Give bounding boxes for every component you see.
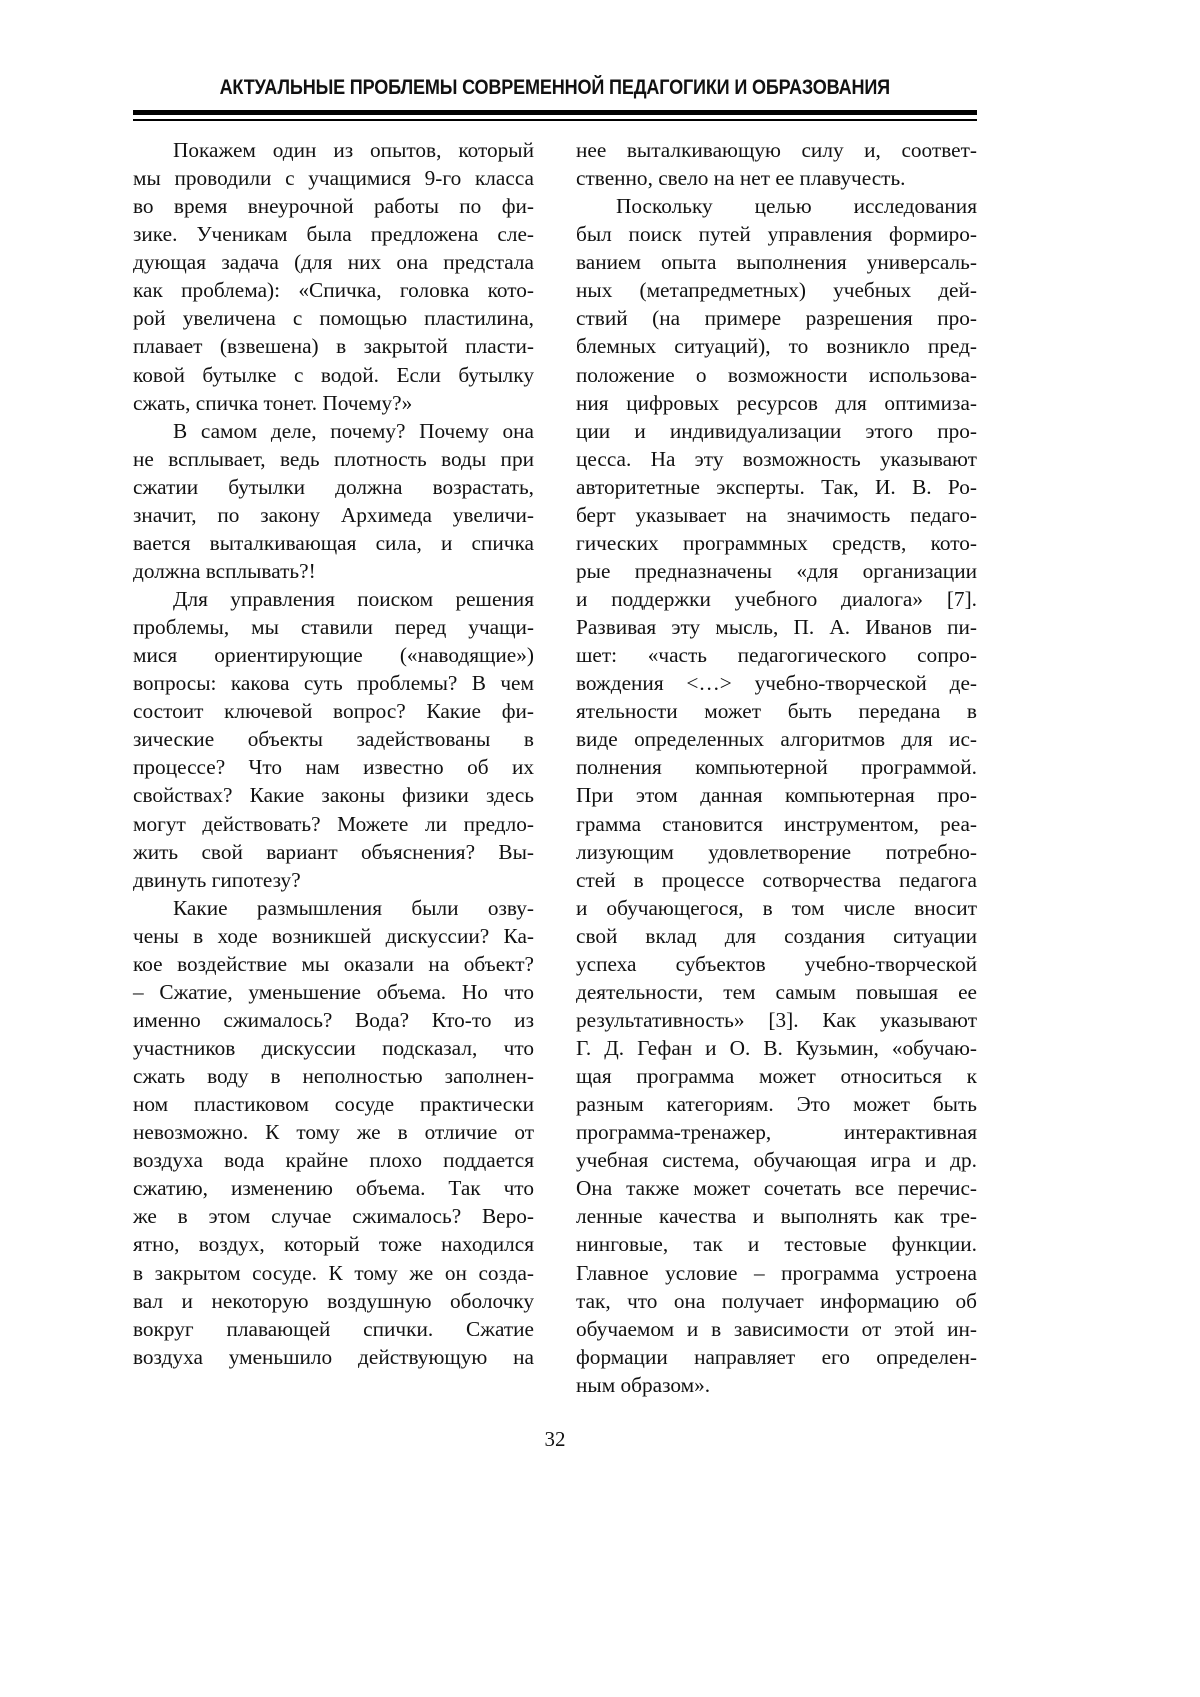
text-line: значит, по закону Архимеда увеличи- <box>133 501 534 529</box>
page-number: 32 <box>0 1427 1110 1452</box>
text-line: ятельности может быть передана в <box>576 697 977 725</box>
text-line: дующая задача (для них она предстала <box>133 248 534 276</box>
text-line: Развивая эту мысль, П. А. Иванов пи- <box>576 613 977 641</box>
text-line: именно сжималось? Вода? Кто-то из <box>133 1006 534 1034</box>
text-line: двинуть гипотезу? <box>133 866 534 894</box>
text-line: блемных ситуаций), то возникло пред- <box>576 332 977 360</box>
text-line: стей в процессе сотворчества педагога <box>576 866 977 894</box>
text-line: ных (метапредметных) учебных дей- <box>576 276 977 304</box>
text-line: сжать воду в неполностью заполнен- <box>133 1062 534 1090</box>
text-line: грамма становится инструментом, реа- <box>576 810 977 838</box>
text-line: гических программных средств, кото- <box>576 529 977 557</box>
right-column <box>576 136 977 1399</box>
text-line: сжать, спичка тонет. Почему?» <box>133 389 534 417</box>
text-line: нее выталкивающую силу и, соответ- <box>576 136 977 164</box>
text-line: жить свой вариант объяснения? Вы- <box>133 838 534 866</box>
text-line: сжатии бутылки должна возрастать, <box>133 473 534 501</box>
text-line: лизующим удовлетворение потребно- <box>576 838 977 866</box>
text-line: свой вклад для создания ситуации <box>576 922 977 950</box>
text-line: не всплывает, ведь плотность воды при <box>133 445 534 473</box>
text-line: ственно, свело на нет ее плавучесть. <box>576 164 977 192</box>
text-line: был поиск путей управления формиро- <box>576 220 977 248</box>
text-line: формации направляет его определен- <box>576 1343 977 1371</box>
text-line: разным категориям. Это может быть <box>576 1090 977 1118</box>
text-line: чены в ходе возникшей дискуссии? Ка- <box>133 922 534 950</box>
text-line: Покажем один из опытов, который <box>133 136 534 164</box>
text-line: Г. Д. Гефан и О. В. Кузьмин, «обучаю- <box>576 1034 977 1062</box>
text-line: кое воздействие мы оказали на объект? <box>133 950 534 978</box>
text-line: деятельности, тем самым повышая ее <box>576 978 977 1006</box>
text-line: состоит ключевой вопрос? Какие фи- <box>133 697 534 725</box>
text-line: результативность» [3]. Как указывают <box>576 1006 977 1034</box>
running-header-title: АКТУАЛЬНЫЕ ПРОБЛЕМЫ СОВРЕМЕННОЙ ПЕДАГОГИКИ И ОБРАЗОВАНИЯ <box>220 76 890 100</box>
text-line: вокруг плавающей спички. Сжатие <box>133 1315 534 1343</box>
left-column <box>133 136 534 1371</box>
text-line: учебная система, обучающая игра и др. <box>576 1146 977 1174</box>
text-line: вал и некоторую воздушную оболочку <box>133 1287 534 1315</box>
text-line: мися ориентирующие («наводящие») <box>133 641 534 669</box>
header-rule-thin <box>133 119 977 121</box>
text-line: зические объекты задействованы в <box>133 725 534 753</box>
text-line: ном пластиковом сосуде практически <box>133 1090 534 1118</box>
text-line: авторитетные эксперты. Так, И. В. Ро- <box>576 473 977 501</box>
text-line: так, что она получает информацию об <box>576 1287 977 1315</box>
text-line: проблемы, мы ставили перед учащи- <box>133 613 534 641</box>
text-line: зике. Ученикам была предложена сле- <box>133 220 534 248</box>
paragraph <box>133 894 534 1371</box>
text-line: берт указывает на значимость педаго- <box>576 501 977 529</box>
text-line: успеха субъектов учебно-творческой <box>576 950 977 978</box>
text-line: программа-тренажер, интерактивная <box>576 1118 977 1146</box>
text-line: невозможно. К тому же в отличие от <box>133 1118 534 1146</box>
text-line: положение о возможности использова- <box>576 361 977 389</box>
text-line: При этом данная компьютерная про- <box>576 781 977 809</box>
header-rule-thick <box>133 110 977 115</box>
text-line: Главное условие – программа устроена <box>576 1259 977 1287</box>
text-line: мы проводили с учащимися 9-го класса <box>133 164 534 192</box>
text-line: процессе? Что нам известно об их <box>133 753 534 781</box>
text-line: В самом деле, почему? Почему она <box>133 417 534 445</box>
text-line: во время внеурочной работы по фи- <box>133 192 534 220</box>
text-line: воздуха вода крайне плохо поддается <box>133 1146 534 1174</box>
text-line: сжатию, изменению объема. Так что <box>133 1174 534 1202</box>
text-line: щая программа может относиться к <box>576 1062 977 1090</box>
text-line: ленные качества и выполнять как тре- <box>576 1202 977 1230</box>
text-line: в закрытом сосуде. К тому же он созда- <box>133 1259 534 1287</box>
text-line: цесса. На эту возможность указывают <box>576 445 977 473</box>
text-line: рые предназначены «для организации <box>576 557 977 585</box>
text-line: рой увеличена с помощью пластилина, <box>133 304 534 332</box>
text-line: полнения компьютерной программой. <box>576 753 977 781</box>
text-line: воздуха уменьшило действующую на <box>133 1343 534 1371</box>
text-line: и поддержки учебного диалога» [7]. <box>576 585 977 613</box>
text-line: Поскольку целью исследования <box>576 192 977 220</box>
text-line: вается выталкивающая сила, и спичка <box>133 529 534 557</box>
text-line: же в этом случае сжималось? Веро- <box>133 1202 534 1230</box>
text-line: должна всплывать?! <box>133 557 534 585</box>
paragraph <box>576 192 977 1399</box>
text-line: свойствах? Какие законы физики здесь <box>133 781 534 809</box>
text-line: нинговые, так и тестовые функции. <box>576 1230 977 1258</box>
text-line: ванием опыта выполнения универсаль- <box>576 248 977 276</box>
text-line: ствий (на примере разрешения про- <box>576 304 977 332</box>
text-line: ным образом». <box>576 1371 977 1399</box>
paragraph <box>133 136 534 417</box>
text-line: ции и индивидуализации этого про- <box>576 417 977 445</box>
paragraph <box>133 585 534 894</box>
text-line: обучаемом и в зависимости от этой ин- <box>576 1315 977 1343</box>
text-line: Для управления поиском решения <box>133 585 534 613</box>
text-line: и обучающегося, в том числе вносит <box>576 894 977 922</box>
paragraph <box>133 417 534 585</box>
running-header <box>133 76 977 100</box>
text-line: виде определенных алгоритмов для ис- <box>576 725 977 753</box>
text-line: ятно, воздух, который тоже находился <box>133 1230 534 1258</box>
text-line: – Сжатие, уменьшение объема. Но что <box>133 978 534 1006</box>
text-line: вопросы: какова суть проблемы? В чем <box>133 669 534 697</box>
text-line: Она также может сочетать все перечис- <box>576 1174 977 1202</box>
text-line: вождения <…> учебно-творческой де- <box>576 669 977 697</box>
text-line: ковой бутылке с водой. Если бутылку <box>133 361 534 389</box>
text-line: участников дискуссии подсказал, что <box>133 1034 534 1062</box>
text-line: как проблема): «Спичка, головка кото- <box>133 276 534 304</box>
text-line: шет: «часть педагогического сопро- <box>576 641 977 669</box>
text-line: Какие размышления были озву- <box>133 894 534 922</box>
text-line: плавает (взвешена) в закрытой пласти- <box>133 332 534 360</box>
text-line: ния цифровых ресурсов для оптимиза- <box>576 389 977 417</box>
paragraph <box>576 136 977 192</box>
text-line: могут действовать? Можете ли предло- <box>133 810 534 838</box>
